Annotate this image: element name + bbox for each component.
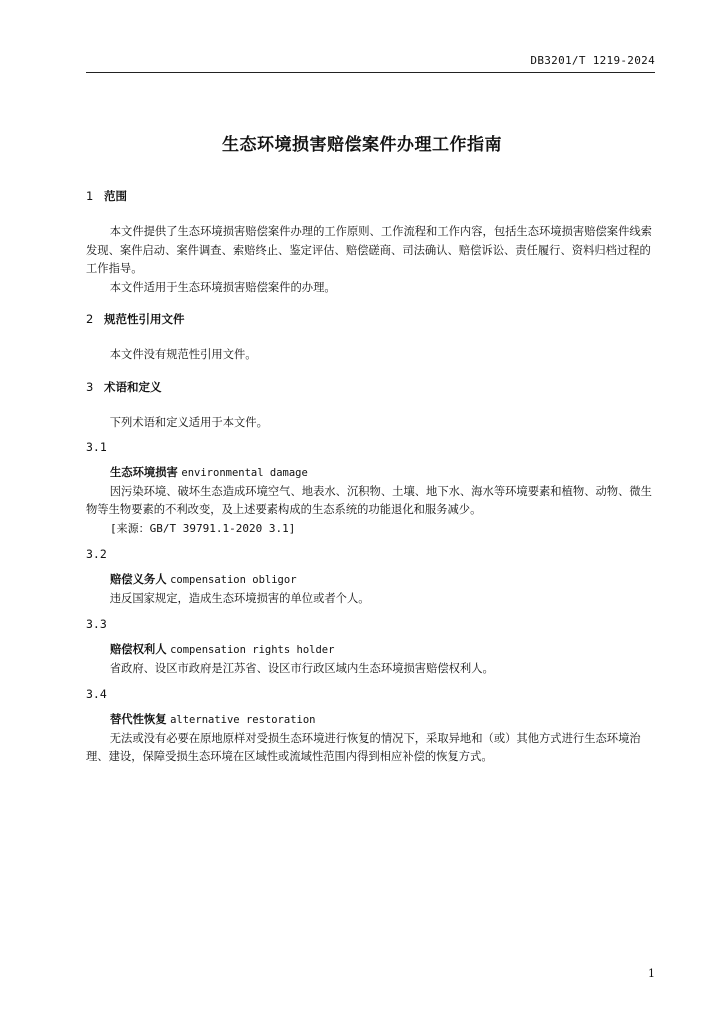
term-en: compensation rights holder	[170, 644, 335, 656]
term-3-3-definition: 省政府、设区市政府是江苏省、设区市行政区域内生态环境损害赔偿权利人。	[109, 661, 494, 675]
section-3-paragraph-1: 下列术语和定义适用于本文件。	[109, 415, 268, 429]
header-rule	[86, 72, 655, 73]
clause-3-4-number: 3.4	[86, 687, 107, 701]
term-cn: 生态环境损害	[110, 466, 178, 479]
section-3-heading	[86, 378, 656, 396]
clause-3-2-number: 3.2	[86, 547, 107, 561]
section-1-heading	[86, 187, 656, 205]
term-cn: 赔偿义务人	[110, 573, 167, 586]
term-en: environmental damage	[181, 467, 308, 479]
document-title: 生态环境损害赔偿案件办理工作指南	[222, 135, 502, 155]
term-3-4	[86, 711, 656, 730]
term-3-1-definition: 因污染环境、破坏生态造成环境空气、地表水、沉积物、土壤、地下水、海水等环境要素和植物、动物、微生物等生物要素的不利改变，及上述要素构成的生态系统的功能退化和服务减少。	[86, 484, 652, 516]
term-en: alternative restoration	[170, 714, 316, 726]
term-cn: 替代性恢复	[110, 713, 167, 726]
section-number: 2	[86, 312, 94, 326]
section-1-paragraph-1: 本文件提供了生态环境损害赔偿案件办理的工作原则、工作流程和工作内容，包括生态环境损害赔偿案件线索发现、案件启动、案件调查、索赔终止、鉴定评估、赔偿磋商、司法确认、赔偿诉讼、责任履行、资料归档过程的工作指导。	[86, 225, 652, 275]
term-3-2	[86, 571, 656, 590]
section-title: 术语和定义	[104, 379, 162, 394]
section-1-paragraph-2: 本文件适用于生态环境损害赔偿案件的办理。	[109, 280, 336, 294]
section-number: 3	[86, 379, 94, 394]
standard-code: DB3201/T 1219-2024	[530, 54, 655, 67]
term-3-4-definition: 无法或没有必要在原地原样对受损生态环境进行恢复的情况下，采取异地和（或）其他方式进行生态环境治理、建设，保障受损生态环境在区域性或流域性范围内得到相应补偿的恢复方式。	[86, 731, 641, 763]
section-title: 规范性引用文件	[104, 312, 185, 326]
term-3-1	[86, 464, 656, 483]
section-2-heading	[86, 310, 656, 328]
term-3-3	[86, 641, 656, 660]
section-2-paragraph-1: 本文件没有规范性引用文件。	[109, 348, 257, 361]
section-title: 范围	[104, 189, 127, 203]
document-body	[86, 187, 656, 767]
term-3-1-source: [来源：GB/T 39791.1-2020 3.1]	[110, 521, 296, 535]
clause-3-3-number: 3.3	[86, 617, 107, 631]
page-number: 1	[648, 967, 655, 980]
clause-3-1-number: 3.1	[86, 440, 107, 454]
section-number: 1	[86, 189, 94, 203]
term-3-2-definition: 违反国家规定，造成生态环境损害的单位或者个人。	[109, 591, 370, 605]
term-en: compensation obligor	[170, 574, 297, 586]
term-cn: 赔偿权利人	[110, 643, 167, 656]
